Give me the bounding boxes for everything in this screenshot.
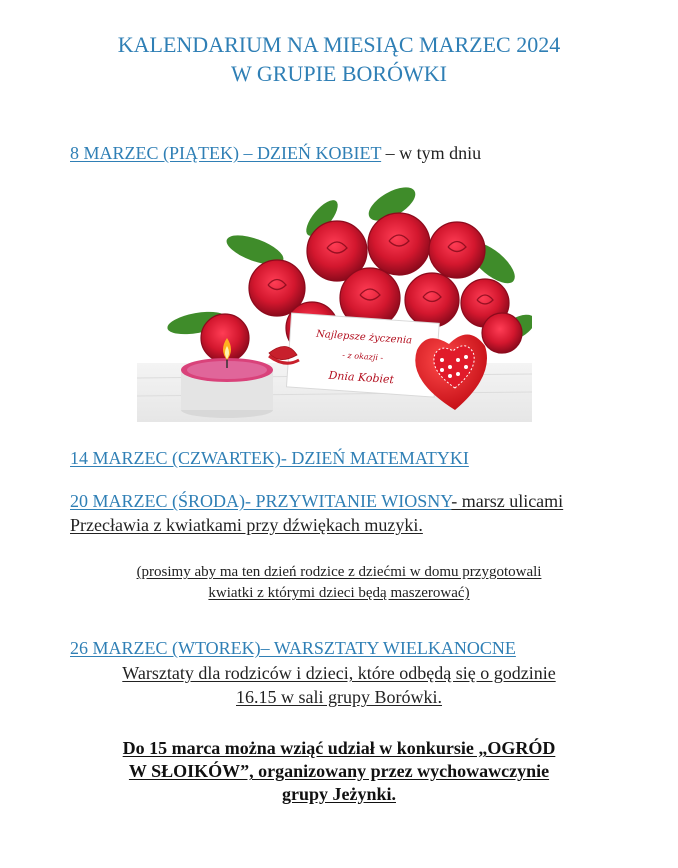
event-spring-welcome-heading: 20 MARZEC (ŚRODA)- PRZYWITANIE WIOSNY <box>70 491 452 511</box>
event-easter-workshop-desc-line-2: 16.15 w sali grupy Borówki. <box>236 687 442 707</box>
event-womens-day-heading: 8 MARZEC (PIĄTEK) – DZIEŃ KOBIET <box>70 143 382 163</box>
event-spring-welcome <box>70 489 630 537</box>
card-line-1: Najlepsze życzenia <box>315 328 413 347</box>
title-line-1: KALENDARIUM NA MIESIĄC MARZEC 2024 <box>117 32 561 57</box>
title-line-2: W GRUPIE BORÓWKI <box>231 61 447 86</box>
parents-note-line-1: (prosimy aby ma ten dzień rodzice z dziećmi w domu przygotowali <box>136 564 542 580</box>
card-line-2: - z okazji - <box>342 350 384 363</box>
page-title <box>0 30 678 88</box>
event-womens-day-suffix: – w tym dniu <box>381 143 482 163</box>
parents-note-line-2: kwiatki z którymi dzieci będą maszerować) <box>208 585 470 601</box>
event-womens-day <box>70 143 481 164</box>
event-math-day <box>70 448 469 469</box>
event-spring-welcome-desc: - marsz ulicami Przecławia z kwiatkami przy dźwiękach muzyki. <box>70 491 564 535</box>
womens-day-roses-image <box>137 178 532 422</box>
card-line-3: Dnia Kobiet <box>328 368 395 387</box>
event-easter-workshop-heading: 26 MARZEC (WTOREK)– WARSZTATY WIELKANOCNE <box>70 638 516 658</box>
parents-note <box>0 562 678 604</box>
contest-announcement <box>0 737 678 806</box>
contest-line-1: Do 15 marca można wziąć udział w konkursie „OGRÓD <box>122 738 556 758</box>
contest-line-2: W SŁOIKÓW”, organizowany przez wychowawczynie <box>128 761 550 781</box>
event-easter-workshop-desc <box>0 661 678 709</box>
event-easter-workshop-desc-line-1: Warsztaty dla rodziców i dzieci, które odbędą się o godzinie <box>122 663 556 683</box>
event-math-day-heading: 14 MARZEC (CZWARTEK)- DZIEŃ MATEMATYKI <box>70 448 469 468</box>
event-easter-workshop <box>70 638 516 659</box>
contest-line-3: grupy Jeżynki. <box>281 784 396 804</box>
